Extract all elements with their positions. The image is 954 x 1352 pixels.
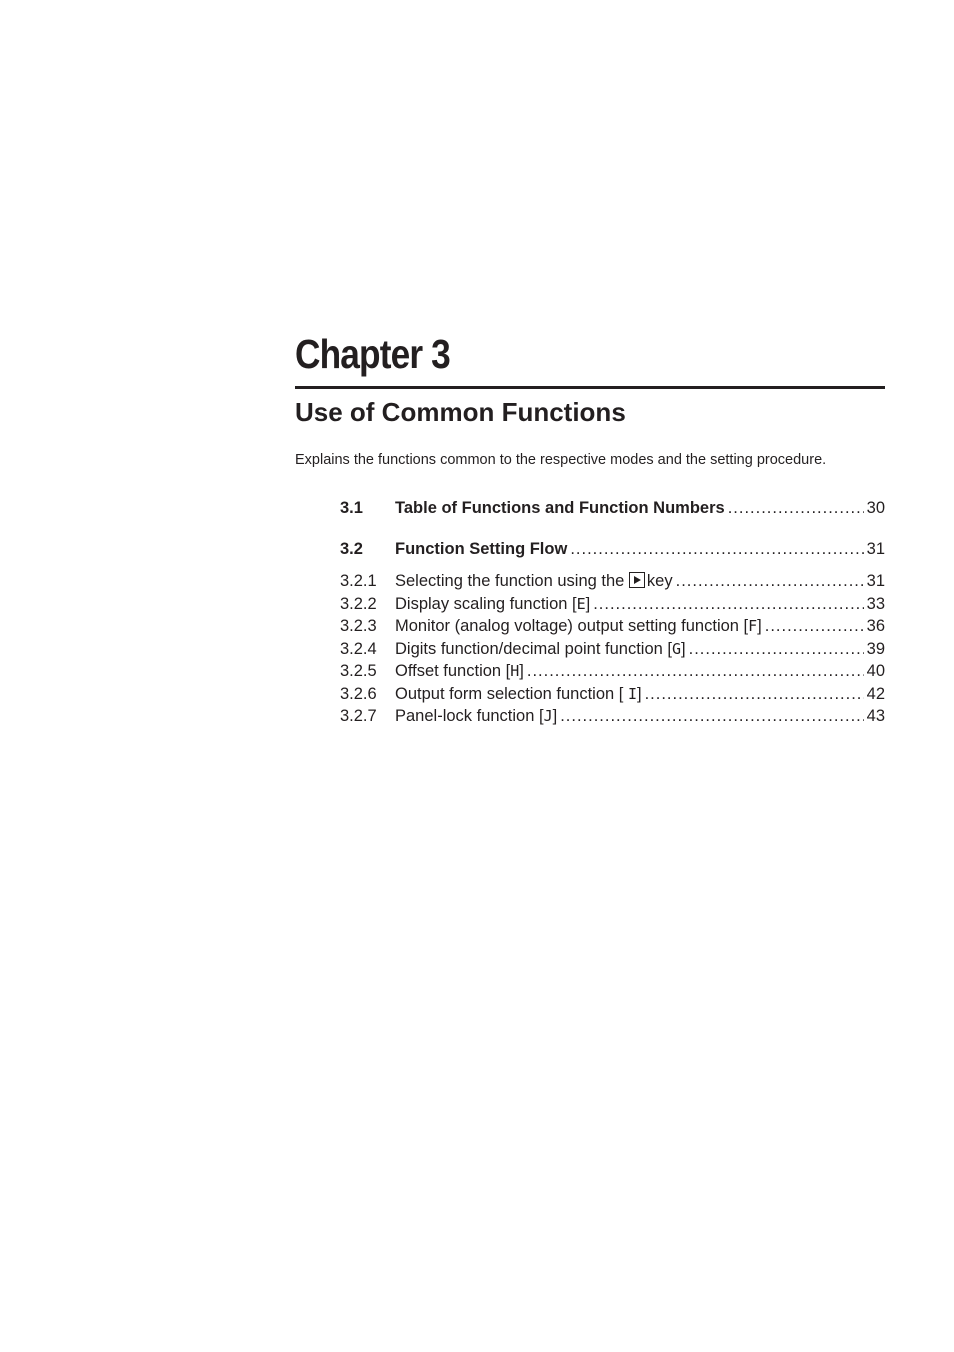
toc-label-text: Panel-lock function [ (395, 707, 544, 725)
toc-number: 3.1 (340, 499, 363, 517)
toc-label: Table of Functions and Function Numbers (395, 499, 725, 517)
toc-number: 3.2.3 (340, 617, 377, 635)
function-code: F (748, 617, 758, 635)
chapter-title: Chapter 3 (295, 331, 450, 377)
chapter-intro: Explains the functions common to the respective modes and the setting procedure. (295, 452, 827, 468)
toc-number: 3.2.7 (340, 707, 377, 725)
toc-page: 30 (866, 499, 885, 517)
toc-label-end: ] (552, 707, 558, 725)
toc-label: Function Setting Flow (395, 539, 568, 558)
toc-label-text: Selecting the function using the (395, 572, 625, 590)
toc-page: 39 (866, 639, 885, 658)
toc-number: 3.2.2 (340, 594, 377, 613)
toc-label (395, 705, 557, 728)
title-rule (295, 386, 885, 389)
toc-number: 3.2.6 (340, 684, 377, 703)
function-code: H (510, 662, 520, 680)
toc-page: 40 (866, 662, 885, 680)
table-of-contents (340, 497, 885, 728)
function-code: E (576, 594, 586, 613)
function-code: I (627, 684, 637, 703)
chapter-subtitle: Use of Common Functions (295, 397, 626, 427)
toc-label (395, 615, 762, 638)
toc-entry-3-2-6[interactable] (340, 683, 885, 706)
toc-number: 3.2.4 (340, 639, 377, 658)
toc-page: 31 (866, 572, 885, 590)
toc-leader (645, 683, 864, 706)
toc-label-text: Monitor (analog voltage) output setting function [ (395, 617, 749, 635)
toc-number: 3.2 (340, 539, 363, 558)
toc-entry-3-2-7[interactable] (340, 705, 885, 728)
toc-entry-3-2-1[interactable] (340, 570, 885, 593)
toc-leader (527, 660, 864, 683)
toc-entry-3-2-3[interactable] (340, 615, 885, 638)
toc-number: 3.2.1 (340, 572, 377, 590)
toc-label (395, 638, 686, 661)
toc-leader (765, 615, 864, 638)
toc-label (395, 660, 524, 683)
function-code: G (671, 639, 682, 658)
toc-label-text: Display scaling function [ (395, 594, 577, 613)
toc-label-text: Offset function [ (395, 662, 511, 680)
toc-page: 42 (866, 684, 885, 703)
toc-entry-3-2-2[interactable] (340, 593, 885, 616)
toc-label-text: key (646, 572, 673, 590)
toc-label-end: ] (519, 662, 524, 680)
toc-leader (689, 638, 864, 661)
toc-page: 36 (866, 617, 885, 635)
toc-leader (728, 497, 864, 520)
toc-entry-3-2[interactable] (340, 538, 885, 561)
function-code: J (543, 707, 553, 725)
toc-entry-3-1[interactable] (340, 497, 885, 520)
toc-label (395, 593, 590, 616)
toc-label (395, 570, 673, 593)
toc-label-end: ] (681, 639, 686, 658)
toc-leader (676, 570, 864, 593)
toc-label (395, 683, 642, 706)
toc-entry-3-2-5[interactable] (340, 660, 885, 683)
toc-page: 33 (866, 594, 885, 613)
toc-label-text: Output form selection function [ (395, 684, 628, 703)
toc-page: 43 (866, 707, 885, 725)
toc-label-text: Digits function/decimal point function [ (395, 639, 672, 658)
toc-leader (570, 538, 863, 561)
toc-number: 3.2.5 (340, 662, 377, 680)
right-arrow-key-icon (629, 572, 645, 588)
toc-label-end: ] (757, 617, 762, 635)
toc-label-end: ] (585, 594, 591, 613)
toc-leader (593, 593, 863, 616)
toc-page: 31 (866, 539, 885, 558)
toc-entry-3-2-4[interactable] (340, 638, 885, 661)
toc-leader (560, 705, 863, 728)
toc-label-end: ] (636, 684, 642, 703)
